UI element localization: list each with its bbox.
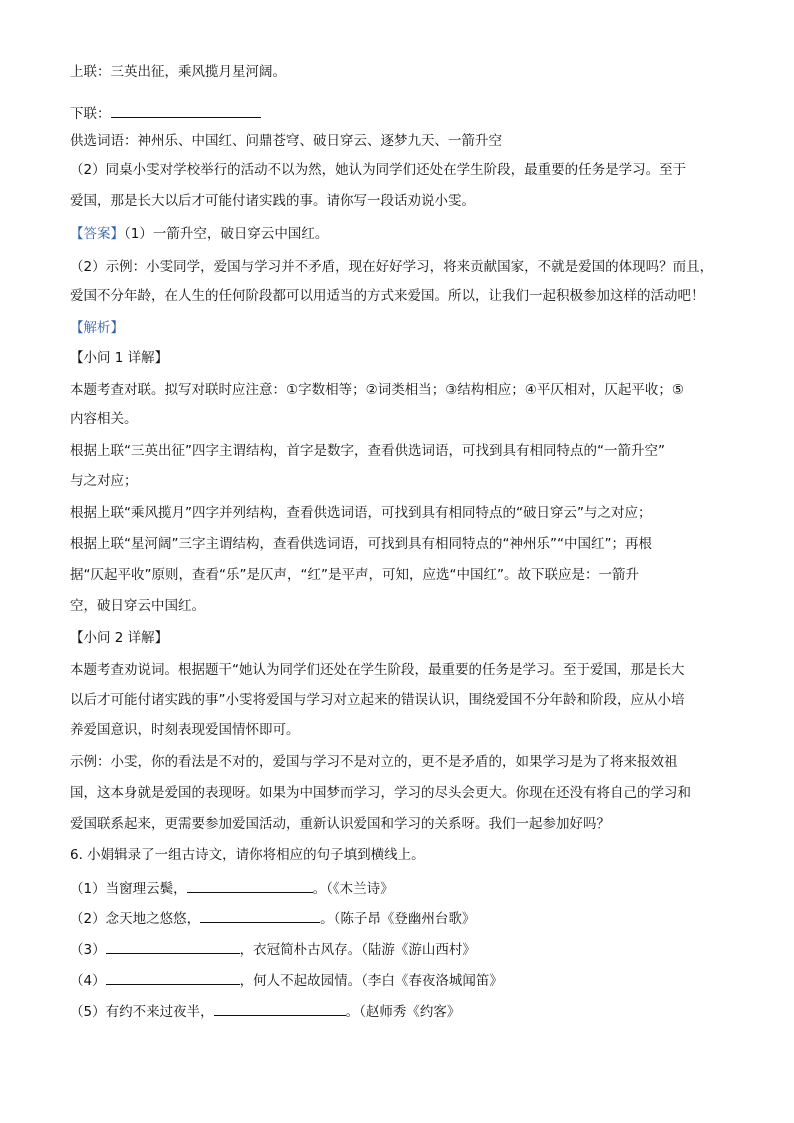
analysis-label: 【解析】 [70, 320, 124, 336]
poem-item: （3） ，衣冠简朴古风存。（陆游《游山西村》 [70, 939, 730, 960]
example-text-cont: 国，这本身就是爱国的表现呀。如果为中国梦而学习，学习的尽头会更大。你现在还没有将自己的学习和 [70, 785, 691, 801]
answer-line [70, 224, 730, 244]
poem-item: （1）当窗理云鬓， 。（《木兰诗》 [70, 878, 730, 899]
question-2-text-cont: 爱国，那是长大以后才可能付诸实践的事。请你写一段话劝说小雯。 [70, 193, 475, 209]
lower-couplet [70, 103, 730, 124]
poem-item: （4） ，何人不起故园情。（李白《春夜洛城闻笛》 [70, 970, 730, 991]
analysis-1-para4-end: 空，破日穿云中国红。 [70, 598, 205, 614]
answer-blank [111, 103, 261, 118]
poem-item: （5）有约不来过夜半， 。（赵师秀《约客》 [70, 1001, 730, 1022]
analysis-2-text-end: 养爱国意识，时刻表现爱国情怀即可。 [70, 722, 300, 738]
poem-blank [214, 1001, 346, 1016]
example-text: 示例：小雯，你的看法是不对的，爱国与学习不是对立的，更不是矛盾的，如果学习是为了将来报效祖 [70, 754, 678, 770]
word-choices: 供选词语：神州乐、中国红、问鼎苍穹、破日穿云、逐梦九天、一箭升空 [70, 133, 502, 149]
poem-blank [187, 878, 313, 893]
answer-1: （1）一箭升空，破日穿云中国红。 [124, 226, 329, 242]
analysis-2-text: 本题考查劝说词。根据题干“她认为同学们还处在学生阶段，最重要的任务是学习。至于爱国，那是长大 [70, 662, 685, 678]
analysis-1-para4: 根据上联“星河阔”三字主谓结构，查看供选词语，可找到具有相同特点的“神州乐”“中国红”；再根 [70, 536, 652, 552]
analysis-1-para4-cont: 据“仄起平收”原则，查看“乐”是仄声，“红”是平声，可知，应选“中国红”。故下联应是：一箭升 [70, 567, 639, 583]
answer-2-text: （2）示例：小雯同学，爱国与学习并不矛盾，现在好好学习，将来贡献国家，不就是爱国的体现吗？而且， [70, 259, 714, 275]
lower-couplet-label: 下联： [70, 106, 111, 122]
example-text-end: 爱国联系起来，更需要参加爱国活动，重新认识爱国和学习的关系呀。我们一起参加好吗？ [70, 816, 610, 832]
analysis-1-para3: 根据上联“乘风揽月”四字并列结构，查看供选词语，可找到具有相同特点的“破日穿云”与之对应； [70, 505, 652, 521]
analysis-1-text-cont: 内容相关。 [70, 411, 138, 427]
analysis-1-para2-cont: 与之对应； [70, 473, 138, 489]
analysis-2-text-cont: 以后才可能付诸实践的事”小雯将爱国与学习对立起来的错误认识，围绕爱国不分年龄和阶段，应从小培 [70, 692, 685, 708]
answer-2-text-cont: 爱国不分年龄，在人生的任何阶段都可以用适当的方式来爱国。所以，让我们一起积极参加这样的活动吧！ [70, 288, 705, 304]
poem-blank [200, 908, 320, 923]
answer-label: 【答案】 [70, 226, 124, 242]
question-2-text: （2）同桌小雯对学校举行的活动不以为然，她认为同学们还处在学生阶段，最重要的任务是学习。至于 [70, 162, 687, 178]
upper-couplet: 上联：三英出征，乘风揽月星河阔。 [70, 64, 286, 80]
poem-blank [106, 970, 240, 985]
poem-item: （2）念天地之悠悠， 。（陈子昂《登幽州台歌》 [70, 908, 730, 929]
sub-question-1-heading: 【小问 1 详解】 [70, 350, 169, 366]
question-6-heading: 6. 小娟辑录了一组古诗文，请你将相应的句子填到横线上。 [70, 847, 425, 863]
sub-question-2-heading: 【小问 2 详解】 [70, 630, 169, 646]
analysis-1-para2: 根据上联“三英出征”四字主谓结构，首字是数字，查看供选词语，可找到具有相同特点的“一箭升空” [70, 443, 665, 459]
poem-blank [106, 939, 240, 954]
analysis-1-text: 本题考查对联。拟写对联时应注意：①字数相等；②词类相当；③结构相应；④平仄相对，仄起平收；⑤ [70, 382, 685, 398]
